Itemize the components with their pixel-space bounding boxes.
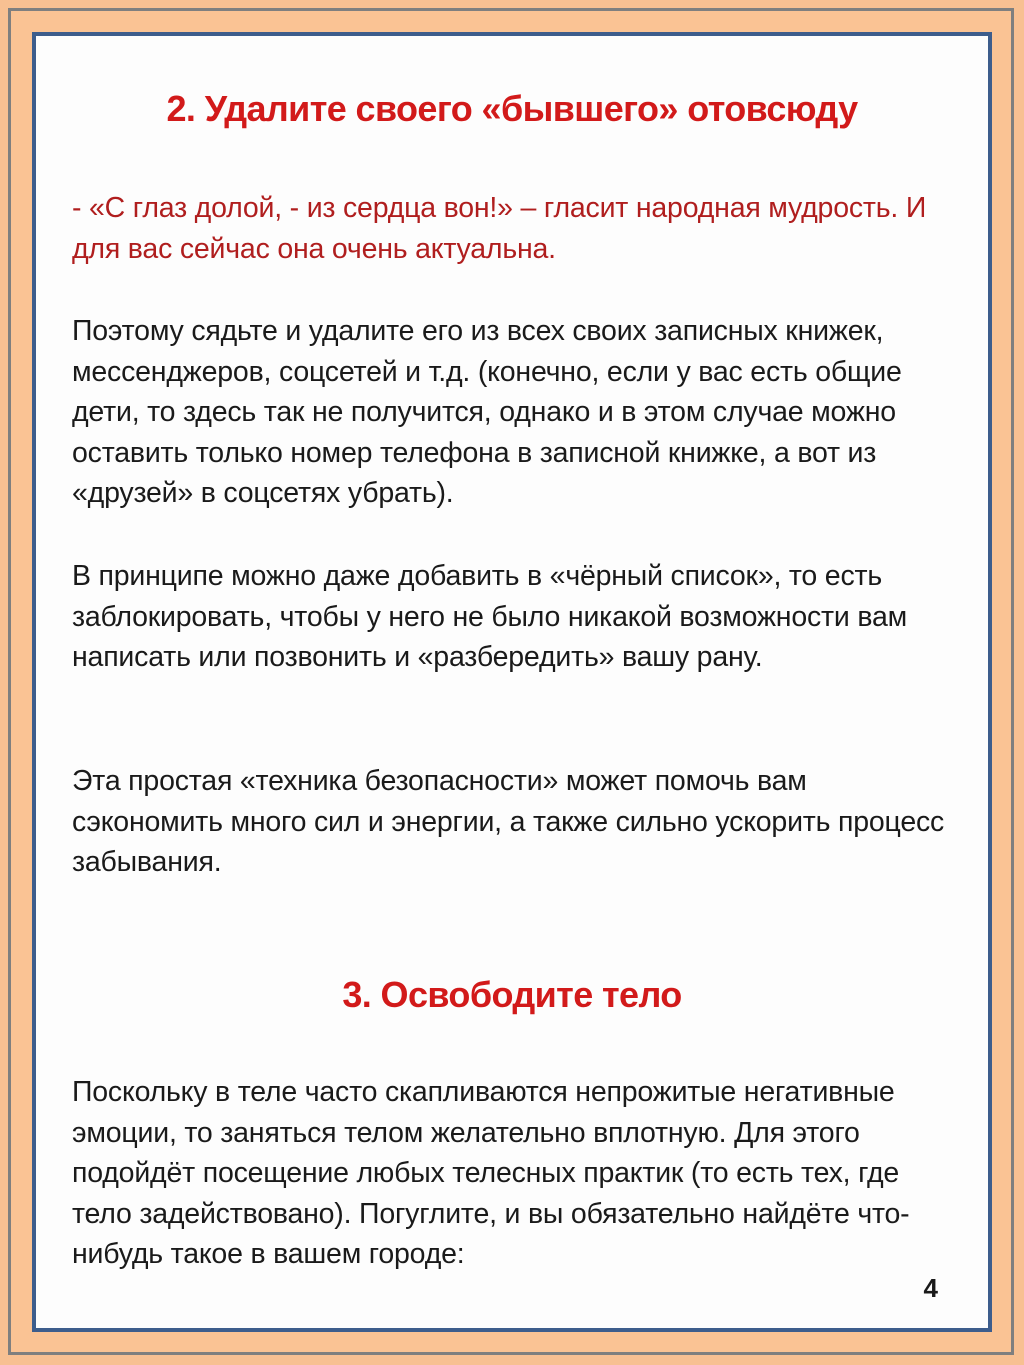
- section-3-title: 3. Освободите тело: [342, 974, 682, 1015]
- document-page: [32, 32, 992, 1332]
- section-2-paragraph-3: Эта простая «техника безопасности» может помочь вам сэкономить много сил и энергии, а также сильно ускорить процесс забывания.: [72, 765, 945, 879]
- section-2-title: 2. Удалите своего «бывшего» отовсюду: [166, 88, 858, 129]
- section-2-paragraph-2: В принципе можно даже добавить в «чёрный список», то есть заблокировать, чтобы у него не было никакой возможности вам написать или позвонить и «разбередить» вашу рану.: [72, 560, 908, 674]
- section-2-quote: - «С глаз долой, - из сердца вон!» – гласит народная мудрость. И для вас сейчас она очень актуальна.: [72, 192, 927, 265]
- section-3-paragraph-1: Поскольку в теле часто скапливаются непрожитые негативные эмоции, то заняться телом желательно вплотную. Для этого подойдёт посещение любых телесных практик (то есть тех, где тело задействовано). Погуглите, и вы обязательно найдёте что-нибудь такое в вашем городе:: [72, 1076, 910, 1271]
- section-2-paragraph-1: Поэтому сядьте и удалите его из всех своих записных книжек, мессенджеров, соцсетей и т.д. (конечно, если у вас есть общие дети, то здесь так не получится, однако и в этом случае можно оставить только номер телефона в записной книжке, а вот из «друзей» в соцсетях убрать).: [72, 315, 902, 510]
- page-number: 4: [923, 1273, 938, 1303]
